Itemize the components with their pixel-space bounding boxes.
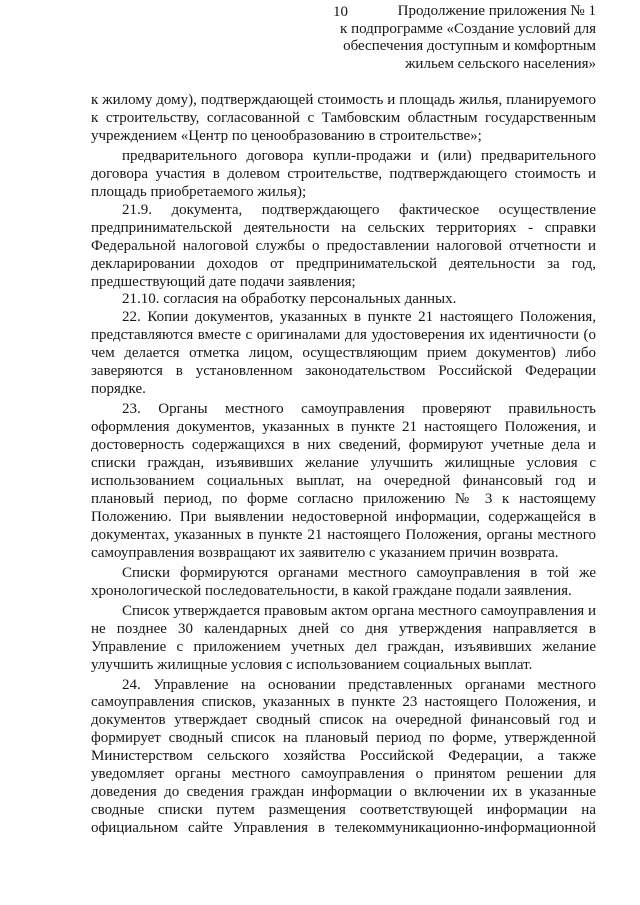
header-line: жильем сельского населения» — [405, 55, 596, 72]
appendix-header-note — [328, 3, 596, 73]
paragraph: предварительного договора купли-продажи и (или) предварительного договора участия в долевом строительстве, подтверждающего стоимость и площадь приобретаемого жилья); — [91, 147, 596, 200]
paragraph: к жилому дому), подтверждающей стоимость и площадь жилья, планируемого к строительству, согласованной с Тамбовским областным государственным учреждением «Центр по ценообразованию в строительстве»; — [91, 92, 596, 144]
header-line: Продолжение приложения № 1 — [397, 3, 596, 19]
header-line: обеспечения доступным и комфортным — [343, 38, 596, 55]
page-number: 10 — [333, 4, 348, 20]
paragraph: 21.9. документа, подтверждающего фактическое осуществление предпринимательской деятельности на сельских территориях - справки Федеральной налоговой службы о предоставлении налоговой отчетности и декларировании доходов от предпринимательской деятельности за год, предшествующий дате подачи заявления; — [91, 201, 596, 290]
header-line: к подпрограмме «Создание условий для — [340, 20, 596, 37]
document-body — [91, 92, 596, 838]
paragraph: Список утверждается правовым актом органа местного самоуправления и не позднее 30 календарных дней со дня утверждения направляется в Управление с приложением учетных дел граждан, изъявивших желание улучшить жилищные условия с использованием социальных выплат. — [91, 602, 596, 673]
paragraph: Списки формируются органами местного самоуправления в той же хронологической последовательности, в какой граждане подали заявления. — [91, 564, 596, 599]
paragraph: 23. Органы местного самоуправления проверяют правильность оформления документов, указанных в пункте 21 настоящего Положения, и достоверность содержащихся в них сведений, формируют учетные дела и списки граждан, изъявивших желание улучшить жилищные условия с использованием социальных выплат, на очередной финансовый год и плановый период, по форме согласно приложению № 3 к настоящему Положению. При выявлении недостоверной информации, содержащейся в документах, указанных в пункте 21 настоящего Положения, органы местного самоуправления возвращают их заявителю с указанием причин возврата. — [91, 401, 596, 561]
paragraph: 22. Копии документов, указанных в пункте 21 настоящего Положения, представляются вместе с оригиналами для удостоверения их идентичности (о чем делается отметка лицом, осуществляющим прием документов) либо заверяются в установленном законодательством Российской Федерации порядке. — [91, 309, 596, 398]
paragraph: 24. Управление на основании представленных органами местного самоуправления списков, указанных в пункте 23 настоящего Положения, и документов утверждает сводный список на очередной финансовый год и формирует сводный список на плановый период по форме, утвержденной Министерством сельского хозяйства Российской Федерации, а также уведомляет органы местного самоуправления о принятом решении для доведения до сведения граждан информации о включении их в указанные сводные списки путем размещения соответствующей информации на официальном сайте Управления в телекоммуникационно-информационной — [91, 676, 596, 837]
paragraph: 21.10. согласия на обработку персональных данных. — [122, 291, 457, 308]
